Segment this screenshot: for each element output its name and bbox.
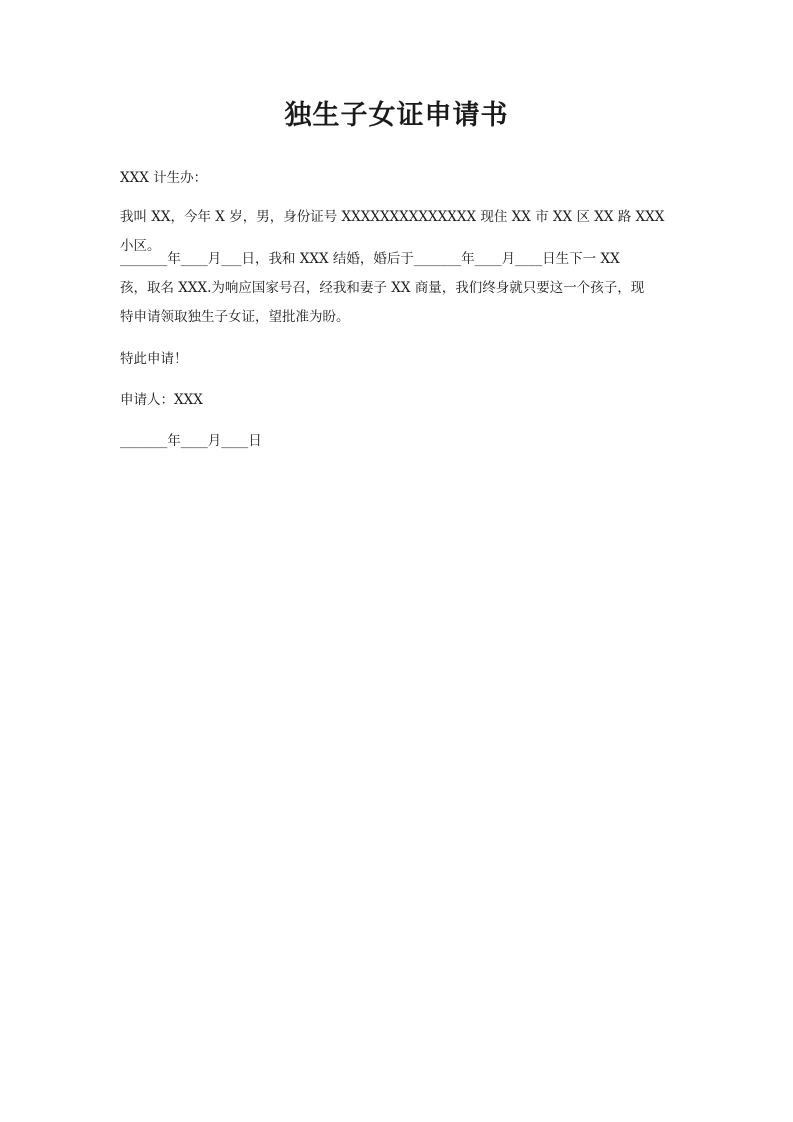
applicant-signature: 申请人：XXX xyxy=(120,392,203,408)
document-title: 独生子女证申请书 xyxy=(284,100,509,131)
event-line-3: 特申请领取独生子女证，望批准为盼。 xyxy=(120,309,350,325)
event-line-1: _______年____月___日，我和 XXX 结婚，婚后于_______年____月____日生下一 XX xyxy=(120,251,620,267)
event-paragraph xyxy=(120,245,680,332)
salutation: XXX 计生办： xyxy=(120,170,208,186)
date-line: _______年____月____日 xyxy=(120,433,262,449)
intro-paragraph: 我叫 XX，今年 X 岁，男，身份证号 XXXXXXXXXXXXXX 现住 XX 市 XX 区 XX 路 XXX 小区。 xyxy=(120,209,665,254)
closing-line: 特此申请！ xyxy=(120,351,188,367)
event-line-2: 孩，取名 XXX.为响应国家号召，经我和妻子 XX 商量，我们终身就只要这一个孩子，现 xyxy=(120,280,645,296)
